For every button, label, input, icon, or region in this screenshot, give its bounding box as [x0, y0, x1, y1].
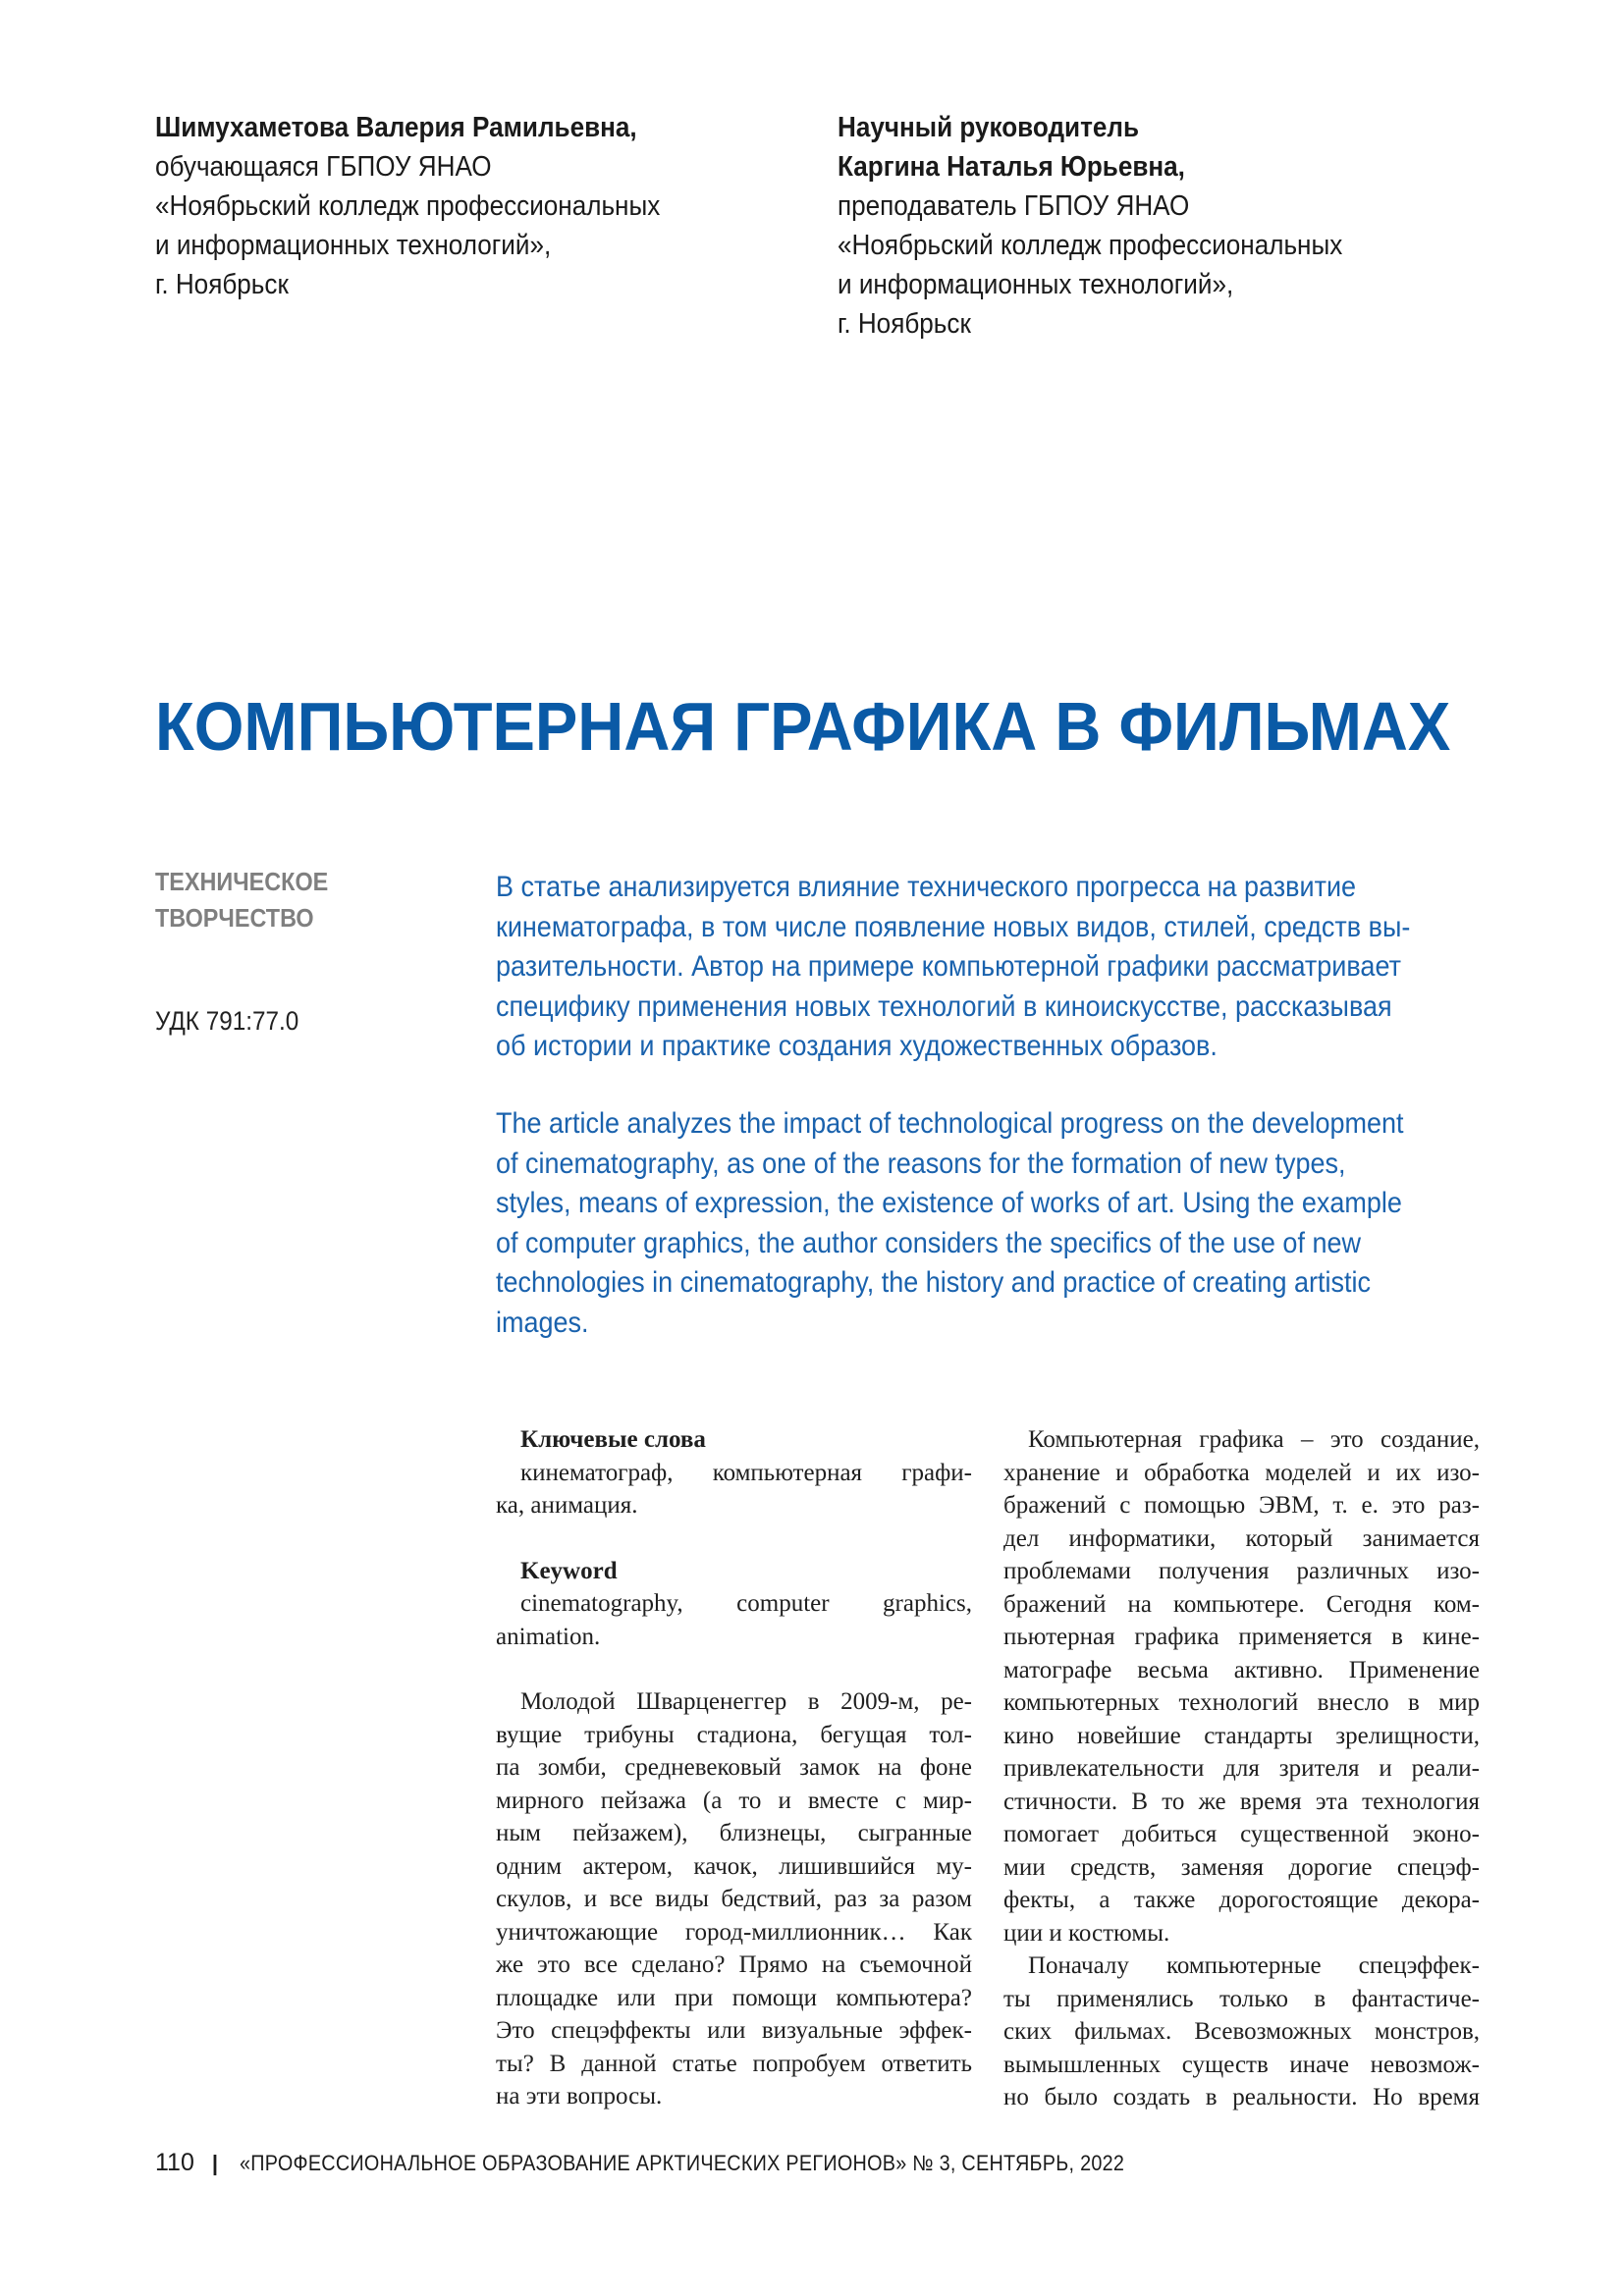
keywords-en-line: cinematography, computer graphics, [520, 1590, 972, 1617]
body-line: хранение и обработка моделей и их изо- [1003, 1459, 1480, 1486]
abstract-line: of computer graphics, the author considers the specifics of the use of new [496, 1226, 1361, 1259]
body-line: стичности. В то же время эта технология [1003, 1788, 1480, 1815]
body-line: же это все сделано? Прямо на съемочной [496, 1951, 972, 1978]
body-line: ным пейзажем), близнецы, сыгранные [496, 1820, 972, 1846]
body-line: бражений на компьютере. Сегодня ком- [1003, 1590, 1480, 1618]
body-line: скулов, и все виды бедствий, раз за разом [496, 1886, 972, 1912]
supervisor-role: Научный руководитель [838, 112, 1139, 143]
body-column-left [496, 1423, 972, 2113]
page-footer [155, 2148, 1222, 2178]
abstract-line: кинематографа, в том числе появление новых видов, стилей, средств вы- [496, 910, 1411, 943]
body-line: ты применялись только в фантастиче- [1003, 1985, 1480, 2012]
author-affiliation-line: и информационных технологий», [155, 230, 552, 261]
abstract-en [496, 1104, 1404, 1343]
author-block [155, 108, 660, 304]
body-column-right [1003, 1423, 1480, 2114]
abstract-line: The article analyzes the impact of technological progress on the development [496, 1107, 1404, 1140]
body-line: вымышленных существ иначе невозмож- [1003, 2051, 1480, 2078]
body-line: на эти вопросы. [496, 2083, 663, 2109]
keywords-line: ка, анимация. [496, 1492, 638, 1519]
body-line: бражений с помощью ЭВМ, т. е. это раз- [1003, 1492, 1480, 1519]
page-number: 110 [155, 2149, 194, 2176]
body-line: компьютерных технологий внесло в мир [1003, 1689, 1480, 1716]
body-line: па зомби, средневековый замок на фоне [496, 1754, 972, 1781]
supervisor-affiliation-line: и информационных технологий», [838, 269, 1234, 300]
body-line: кино новейшие стандарты зрелищности, [1003, 1722, 1480, 1749]
author-city: г. Ноябрьск [155, 269, 289, 300]
body-line: пьютерная графика применяется в кине- [1003, 1624, 1480, 1650]
abstract-line: styles, means of expression, the existence of works of art. Using the example [496, 1187, 1402, 1219]
body-line: Компьютерная графика – это создание, [1028, 1426, 1480, 1453]
body-line: ты? В данной статье попробуем ответить [496, 2050, 972, 2077]
body-line: мии средств, заменяя дорогие спецэф- [1003, 1853, 1480, 1881]
body-line: уничтожающие город-миллионник… Как [496, 1918, 972, 1946]
body-line: Молодой Шварценеггер в 2009-м, ре- [520, 1688, 972, 1715]
keywords-en-line: animation. [496, 1623, 601, 1650]
abstract-line: of cinematography, as one of the reasons for the formation of new types, [496, 1147, 1346, 1180]
supervisor-affiliation-line: преподаватель ГБПОУ ЯНАО [838, 190, 1190, 222]
body-line: помогает добиться существенной эконо- [1003, 1821, 1480, 1847]
body-line: матографе весьма активно. Применение [1003, 1656, 1480, 1683]
author-affiliation-line: «Ноябрьский колледж профессиональных [155, 190, 661, 222]
abstract-line: images. [496, 1306, 589, 1339]
body-line: Поначалу компьютерные спецэффек- [1028, 1952, 1480, 1979]
body-line: фекты, а также дорогостоящие декора- [1003, 1887, 1480, 1913]
journal-title: «ПРОФЕССИОНАЛЬНОЕ ОБРАЗОВАНИЕ АРКТИЧЕСКИХ РЕГИОНОВ» № 3, СЕНТЯБРЬ, 2022 [240, 2151, 1125, 2175]
author-affiliation-line: обучающаяся ГБПОУ ЯНАО [155, 151, 492, 183]
body-line: Это спецэффекты или визуальные эффек- [496, 2017, 972, 2044]
body-line: одним актером, качок, лишившийся му- [496, 1852, 972, 1880]
supervisor-block [838, 108, 1342, 344]
rubric [155, 864, 328, 936]
body-line: привлекательности для зрителя и реали- [1003, 1755, 1480, 1782]
udk-code: УДК 791:77.0 [155, 1006, 299, 1036]
supervisor-affiliation-line: «Ноябрьский колледж профессиональных [838, 230, 1343, 261]
footer-separator: | [211, 2151, 219, 2175]
abstract-line: специфику применения новых технологий в киноискусстве, рассказывая [496, 989, 1392, 1023]
body-line: ции и костюмы. [1003, 1919, 1170, 1947]
body-line: площадке или при помощи компьютера? [496, 1984, 972, 2011]
body-line: проблемами получения различных изо- [1003, 1558, 1480, 1584]
body-line: вущие трибуны стадиона, бегущая тол- [496, 1721, 972, 1748]
body-line: ских фильмах. Всевозможных монстров, [1003, 2018, 1480, 2045]
rubric-line: ТВОРЧЕСТВО [155, 903, 314, 933]
keywords-en-heading: Keyword [520, 1557, 618, 1584]
body-line: дел информатики, который занимается [1003, 1524, 1480, 1552]
supervisor-city: г. Ноябрьск [838, 308, 971, 340]
keywords-heading: Ключевые слова [520, 1426, 706, 1453]
abstract-ru [496, 868, 1411, 1067]
supervisor-name: Каргина Наталья Юрьевна, [838, 151, 1185, 183]
body-line: но было создать в реальности. Но время [1003, 2084, 1480, 2110]
author-name: Шимухаметова Валерия Рамильевна, [155, 112, 637, 143]
abstract-line: technologies in cinematography, the history and practice of creating artistic [496, 1266, 1371, 1299]
article-title: КОМПЬЮТЕРНАЯ ГРАФИКА В ФИЛЬМАХ [155, 688, 1451, 765]
abstract-line: об истории и практике создания художественных образов. [496, 1030, 1218, 1062]
keywords-line: кинематограф, компьютерная графи- [520, 1459, 972, 1486]
body-line: мирного пейзажа (а то и вместе с мир- [496, 1787, 972, 1814]
rubric-line: ТЕХНИЧЕСКОЕ [155, 867, 329, 896]
abstract-line: В статье анализируется влияние технического прогресса на развитие [496, 871, 1357, 903]
abstract-line: разительности. Автор на примере компьютерной графики рассматривает [496, 950, 1401, 983]
